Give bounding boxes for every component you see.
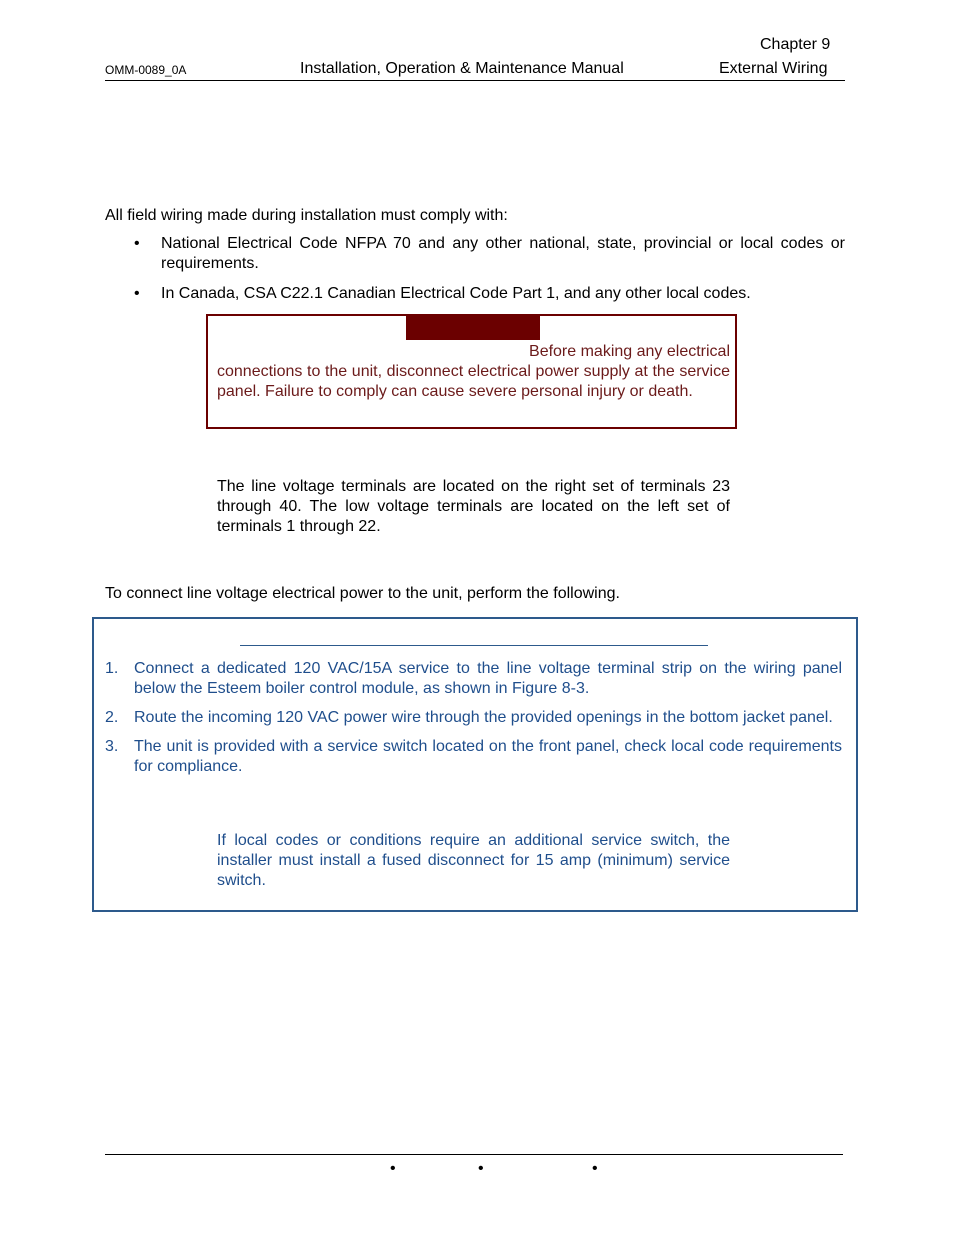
- warning-text: [217, 342, 730, 402]
- list-item-text: National Electrical Code NFPA 70 and any other national, state, provincial or local codes or requirements.: [161, 235, 845, 272]
- procedure-steps: [105, 659, 842, 786]
- header-divider: [105, 80, 845, 81]
- bullet-icon: •: [134, 235, 140, 252]
- procedure-step: [105, 708, 842, 728]
- footer-divider: [105, 1154, 843, 1155]
- footer-separator-icon: •: [390, 1160, 396, 1177]
- compliance-list: [105, 234, 845, 314]
- list-item: [105, 234, 845, 274]
- step-text: Route the incoming 120 VAC power wire through the provided openings in the bottom jacket panel.: [134, 709, 833, 726]
- terminal-note: The line voltage terminals are located on the right set of terminals 23 through 40. The low voltage terminals are located on the left set of terminals 1 through 22.: [217, 478, 730, 535]
- warning-line-1: Before making any electrical: [529, 343, 730, 360]
- section-title: External Wiring: [719, 60, 828, 77]
- step-text: The unit is provided with a service switch located on the front panel, check local code requirements for compliance.: [134, 738, 842, 775]
- connect-intro: To connect line voltage electrical power to the unit, perform the following.: [105, 585, 620, 602]
- warning-label-banner: [406, 316, 540, 340]
- procedure-title-rule: [240, 645, 708, 646]
- intro-paragraph: All field wiring made during installation must comply with:: [105, 207, 508, 224]
- list-item: [105, 284, 845, 304]
- step-number: 3.: [105, 738, 119, 755]
- footer-separator-icon: •: [592, 1160, 598, 1177]
- warning-line-rest: connections to the unit, disconnect electrical power supply at the service panel. Failure to comply can cause severe personal injury or death.: [217, 363, 730, 400]
- step-number: 1.: [105, 660, 119, 677]
- step-text: Connect a dedicated 120 VAC/15A service to the line voltage terminal strip on the wiring panel below the Esteem boiler control module, as shown in Figure 8-3.: [134, 660, 842, 697]
- procedure-step: [105, 737, 842, 777]
- procedure-step: [105, 659, 842, 699]
- footer-separator-icon: •: [478, 1160, 484, 1177]
- manual-title: Installation, Operation & Maintenance Manual: [300, 60, 624, 77]
- step-number: 2.: [105, 709, 119, 726]
- chapter-label: Chapter 9: [760, 36, 831, 53]
- list-item-text: In Canada, CSA C22.1 Canadian Electrical Code Part 1, and any other local codes.: [161, 285, 751, 302]
- bullet-icon: •: [134, 285, 140, 302]
- service-switch-note: If local codes or conditions require an additional service switch, the installer must install a fused disconnect for 15 amp (minimum) service switch.: [217, 832, 730, 889]
- document-code: OMM-0089_0A: [105, 63, 187, 77]
